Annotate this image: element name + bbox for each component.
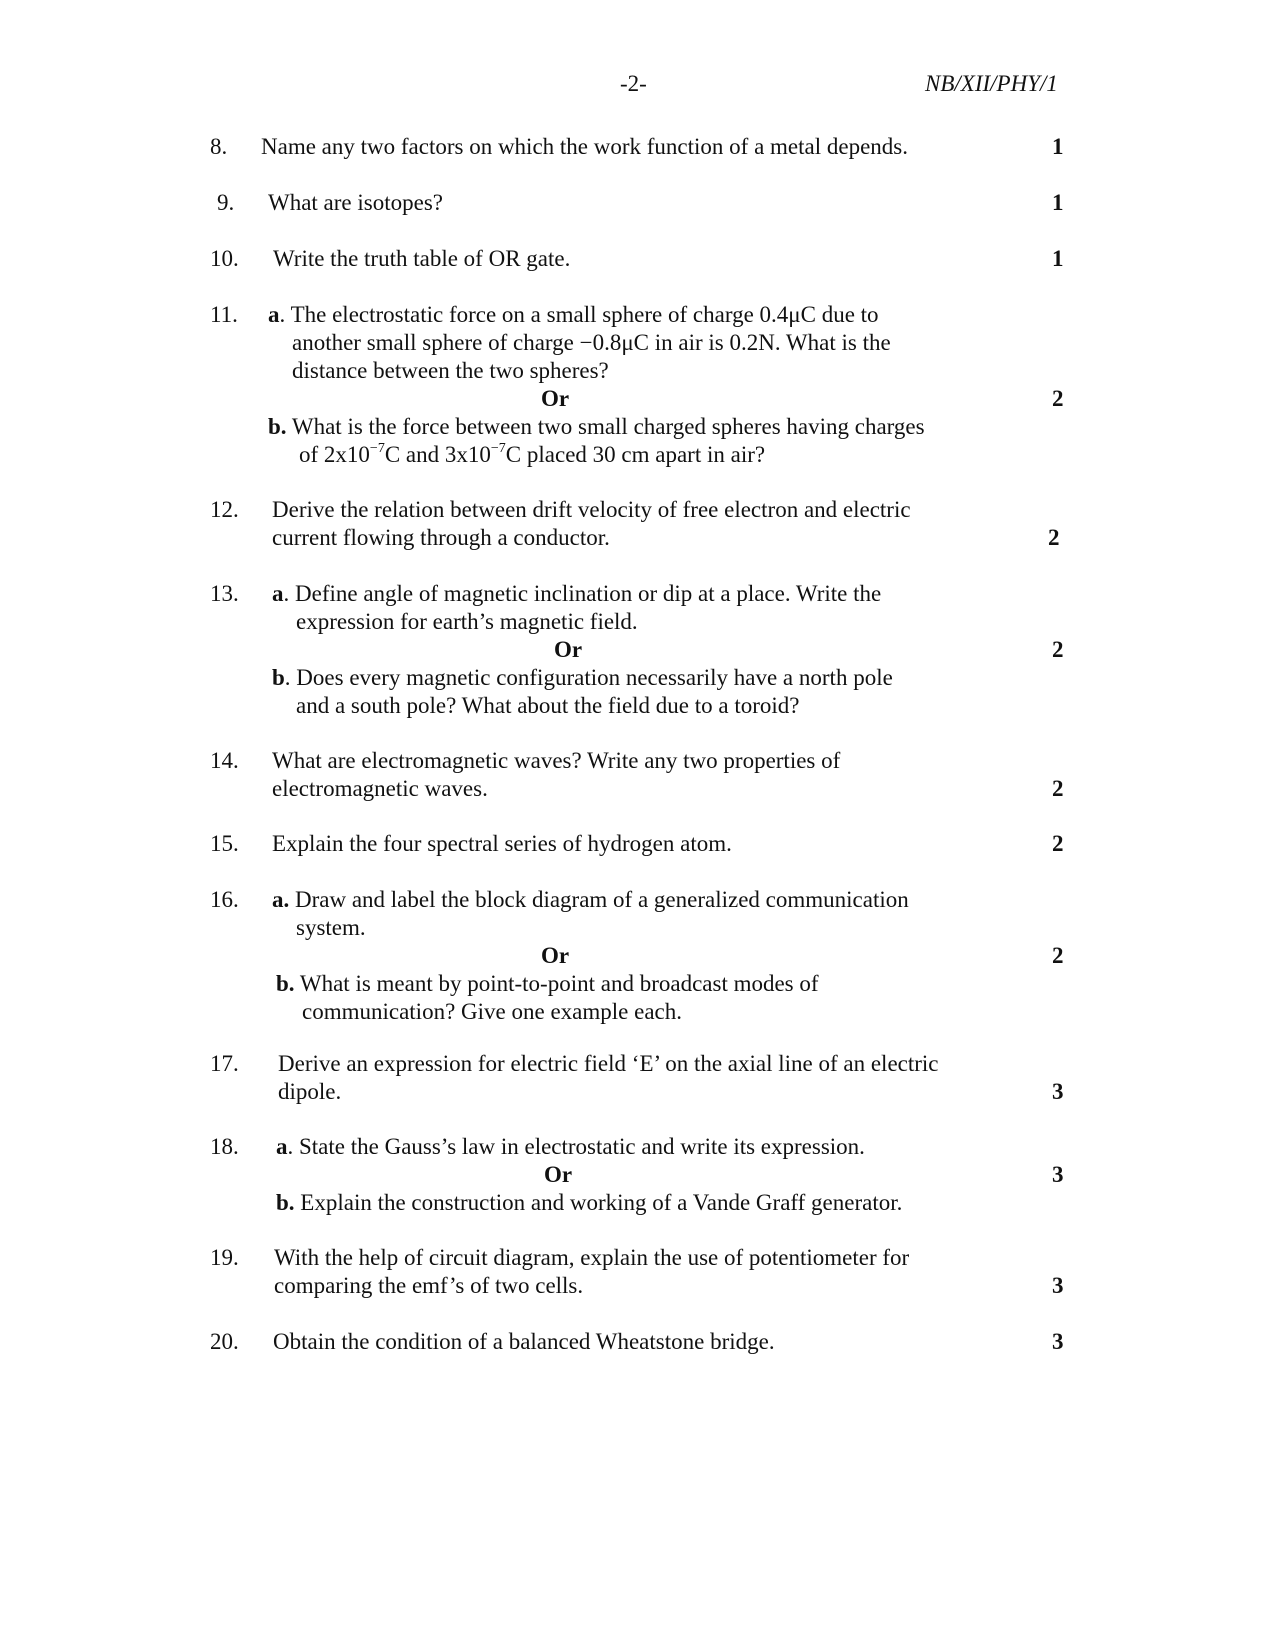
part-b-text: and a south pole? What about the field due to a toroid?	[296, 693, 800, 718]
part-b-text: of 2x10	[299, 442, 370, 467]
part-a-label: a	[276, 1134, 288, 1159]
question-number: 16.	[210, 887, 239, 912]
part-b-text: communication? Give one example each.	[302, 999, 682, 1024]
part-b-label: b.	[276, 971, 295, 996]
exponent: −7	[369, 441, 385, 457]
exponent: −7	[490, 441, 506, 457]
part-a-text: expression for earth’s magnetic field.	[296, 609, 638, 634]
question-number: 11.	[210, 302, 238, 327]
question-number: 8.	[210, 134, 228, 159]
or-separator: Or	[554, 637, 583, 662]
question-marks: 3	[1052, 1273, 1064, 1298]
question-text: electromagnetic waves.	[272, 776, 488, 801]
part-a	[276, 1133, 865, 1161]
paper-code: NB/XII/PHY/1	[925, 71, 1058, 96]
question-text: dipole.	[278, 1079, 342, 1104]
part-a-text: . The electrostatic force on a small sphere of charge 0.4μC due to	[279, 302, 879, 327]
question-number: 20.	[210, 1329, 239, 1354]
question-text: Write the truth table of OR gate.	[273, 246, 571, 271]
question-marks: 3	[1052, 1162, 1064, 1187]
question-marks: 3	[1052, 1329, 1064, 1354]
question-number: 14.	[210, 748, 239, 773]
part-b-text: . Does every magnetic configuration necessarily have a north pole	[284, 665, 893, 690]
question-marks: 2	[1052, 637, 1064, 662]
part-b-label: b.	[268, 414, 287, 439]
page-number: -2-	[620, 71, 647, 96]
question-marks: 3	[1052, 1079, 1064, 1104]
question-text: Derive an expression for electric field ‘E’ on the axial line of an electric	[278, 1051, 939, 1076]
question-marks: 1	[1052, 246, 1064, 271]
part-b-label: b.	[276, 1190, 295, 1215]
part-b	[276, 1189, 902, 1217]
question-marks: 2	[1052, 386, 1064, 411]
part-a-label: a.	[272, 887, 290, 912]
part-b	[268, 413, 925, 469]
question-text: Obtain the condition of a balanced Wheatstone bridge.	[273, 1329, 775, 1354]
question-number: 17.	[210, 1051, 239, 1076]
part-a-label: a	[268, 302, 280, 327]
part-a-text: Draw and label the block diagram of a generalized communication	[289, 887, 909, 912]
part-b-text: C and 3x10	[384, 442, 491, 467]
question-number: 13.	[210, 581, 239, 606]
question-number: 19.	[210, 1245, 239, 1270]
question-marks: 2	[1048, 525, 1060, 550]
question-number: 18.	[210, 1134, 239, 1159]
part-a	[272, 886, 909, 942]
question-text: Derive the relation between drift velocity of free electron and electric	[272, 497, 911, 522]
or-separator: Or	[541, 943, 570, 968]
part-b-text: Explain the construction and working of a Vande Graff generator.	[294, 1190, 903, 1215]
question-text: What are electromagnetic waves? Write any two properties of	[272, 748, 841, 773]
question-text: Name any two factors on which the work function of a metal depends.	[261, 134, 908, 159]
part-b	[276, 970, 819, 1026]
part-a-text: . Define angle of magnetic inclination or dip at a place. Write the	[283, 581, 882, 606]
part-b-label: b	[272, 665, 285, 690]
question-marks: 2	[1052, 831, 1064, 856]
question-number: 9.	[217, 190, 235, 215]
part-a-label: a	[272, 581, 284, 606]
part-b	[272, 664, 893, 720]
question-marks: 1	[1052, 190, 1064, 215]
part-a	[272, 580, 881, 636]
part-b-text: C placed 30 cm apart in air?	[505, 442, 766, 467]
question-text: comparing the emf’s of two cells.	[274, 1273, 584, 1298]
question-marks: 2	[1052, 943, 1064, 968]
part-b-text: What is the force between two small charged spheres having charges	[286, 414, 925, 439]
part-b-text: What is meant by point-to-point and broadcast modes of	[294, 971, 819, 996]
question-number: 10.	[210, 246, 239, 271]
part-a-text: . State the Gauss’s law in electrostatic and write its expression.	[287, 1134, 865, 1159]
question-text: Explain the four spectral series of hydrogen atom.	[272, 831, 732, 856]
or-separator: Or	[541, 386, 570, 411]
question-text: With the help of circuit diagram, explain the use of potentiometer for	[274, 1245, 910, 1270]
part-a	[268, 301, 891, 385]
part-a-text: another small sphere of charge −0.8μC in air is 0.2N. What is the	[292, 330, 891, 355]
or-separator: Or	[544, 1162, 573, 1187]
question-marks: 1	[1052, 134, 1064, 159]
question-text: current flowing through a conductor.	[272, 525, 610, 550]
part-a-text: system.	[296, 915, 366, 940]
question-number: 12.	[210, 497, 239, 522]
part-a-text: distance between the two spheres?	[292, 358, 609, 383]
question-marks: 2	[1052, 776, 1064, 801]
question-text: What are isotopes?	[268, 190, 443, 215]
question-number: 15.	[210, 831, 239, 856]
